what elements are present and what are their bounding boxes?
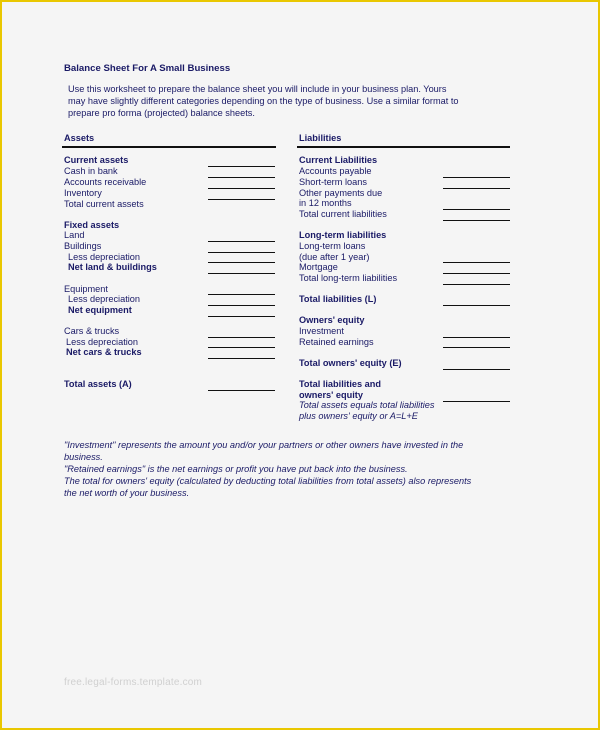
note-retained-earnings: "Retained earnings" is the net earnings or profit you have put back into the business.: [64, 464, 408, 474]
net-land-buildings-label: Net land & buildings: [68, 262, 157, 272]
mortgage-label: Mortgage: [299, 262, 338, 272]
accounts-receivable-label: Accounts receivable: [64, 177, 147, 187]
buildings-label: Buildings: [64, 241, 102, 251]
inventory-label: Inventory: [64, 188, 102, 198]
watermark-text: free.legal-forms.template.com: [64, 677, 203, 688]
cars-trucks-label: Cars & trucks: [64, 326, 120, 336]
net-land-buildings-field[interactable]: [208, 273, 275, 274]
investment-label: Investment: [299, 326, 344, 336]
total-current-assets-label: Total current assets: [64, 199, 144, 209]
inventory-field[interactable]: [208, 188, 275, 189]
total-long-term-liabilities-field[interactable]: [443, 284, 510, 285]
other-payments-label: Other payments due: [299, 188, 383, 198]
total-current-liabilities-field[interactable]: [443, 220, 510, 221]
intro-line-2: may have slightly different categories depending on the type of business. Use a similar format to: [68, 96, 459, 106]
cash-in-bank-field[interactable]: [208, 166, 275, 167]
liabilities-heading: Liabilities: [299, 133, 342, 143]
total-owners-equity-field[interactable]: [443, 369, 510, 370]
short-term-loans-field[interactable]: [443, 188, 510, 189]
owners-equity-heading: Owners' equity: [299, 315, 365, 325]
total-current-liabilities-label: Total current liabilities: [299, 209, 387, 219]
equipment-field[interactable]: [208, 294, 275, 295]
net-equipment-field[interactable]: [208, 316, 275, 317]
note-investment-cont: business.: [64, 452, 103, 462]
total-liabilities-equity-label-cont: owners' equity: [299, 390, 363, 400]
formula-line-2: plus owners' equity or A=L+E: [299, 411, 418, 421]
document-title: Balance Sheet For A Small Business: [64, 63, 231, 74]
land-label: Land: [64, 230, 85, 240]
total-current-assets-field[interactable]: [208, 199, 275, 200]
total-liabilities-equity-label: Total liabilities and: [299, 379, 382, 389]
investment-field[interactable]: [443, 337, 510, 338]
total-assets-field[interactable]: [208, 390, 275, 391]
net-cars-trucks-field[interactable]: [208, 358, 275, 359]
long-term-loans-label: Long-term loans: [299, 241, 366, 251]
land-field[interactable]: [208, 241, 275, 242]
buildings-depreciation-field[interactable]: [208, 262, 275, 263]
net-equipment-label: Net equipment: [68, 305, 132, 315]
total-owners-equity-label: Total owners' equity (E): [299, 358, 402, 368]
buildings-field[interactable]: [208, 252, 275, 253]
other-payments-field[interactable]: [443, 209, 510, 210]
cash-in-bank-label: Cash in bank: [64, 166, 118, 176]
equipment-depreciation-field[interactable]: [208, 305, 275, 306]
other-payments-label-cont: in 12 months: [299, 198, 352, 208]
accounts-payable-label: Accounts payable: [299, 166, 372, 176]
accounts-payable-field[interactable]: [443, 177, 510, 178]
fixed-assets-heading: Fixed assets: [64, 220, 120, 230]
formula-line-1: Total assets equals total liabilities: [299, 400, 435, 410]
retained-earnings-field[interactable]: [443, 347, 510, 348]
intro-line-3: prepare pro forma (projected) balance sheets.: [68, 108, 255, 118]
note-owners-equity: The total for owners' equity (calculated by deducting total liabilities from total assets) also represents: [64, 476, 472, 486]
note-investment: "Investment" represents the amount you and/or your partners or other owners have invested in the: [64, 440, 464, 450]
equipment-label: Equipment: [64, 284, 108, 294]
total-assets-label: Total assets (A): [64, 379, 132, 389]
liabilities-heading-rule: [297, 146, 510, 148]
net-cars-trucks-label: Net cars & trucks: [66, 347, 142, 357]
long-term-liabilities-heading: Long-term liabilities: [299, 230, 387, 240]
intro-line-1: Use this worksheet to prepare the balance sheet you will include in your business plan. Yours: [68, 84, 447, 94]
cars-depreciation-label: Less depreciation: [66, 337, 139, 347]
buildings-depreciation-label: Less depreciation: [68, 252, 141, 262]
short-term-loans-label: Short-term loans: [299, 177, 367, 187]
equipment-depreciation-label: Less depreciation: [68, 294, 141, 304]
total-long-term-liabilities-label: Total long-term liabilities: [299, 273, 398, 283]
total-liabilities-equity-field[interactable]: [443, 401, 510, 402]
current-assets-heading: Current assets: [64, 155, 129, 165]
assets-heading: Assets: [64, 133, 95, 143]
total-liabilities-field[interactable]: [443, 305, 510, 306]
mortgage-field[interactable]: [443, 273, 510, 274]
cars-depreciation-field[interactable]: [208, 347, 275, 348]
note-owners-equity-cont: the net worth of your business.: [64, 488, 190, 498]
retained-earnings-label: Retained earnings: [299, 337, 374, 347]
assets-heading-rule: [62, 146, 276, 148]
long-term-loans-field[interactable]: [443, 262, 510, 263]
accounts-receivable-field[interactable]: [208, 177, 275, 178]
cars-trucks-field[interactable]: [208, 337, 275, 338]
current-liabilities-heading: Current Liabilities: [299, 155, 378, 165]
long-term-loans-label-cont: (due after 1 year): [299, 252, 370, 262]
total-liabilities-label: Total liabilities (L): [299, 294, 377, 304]
